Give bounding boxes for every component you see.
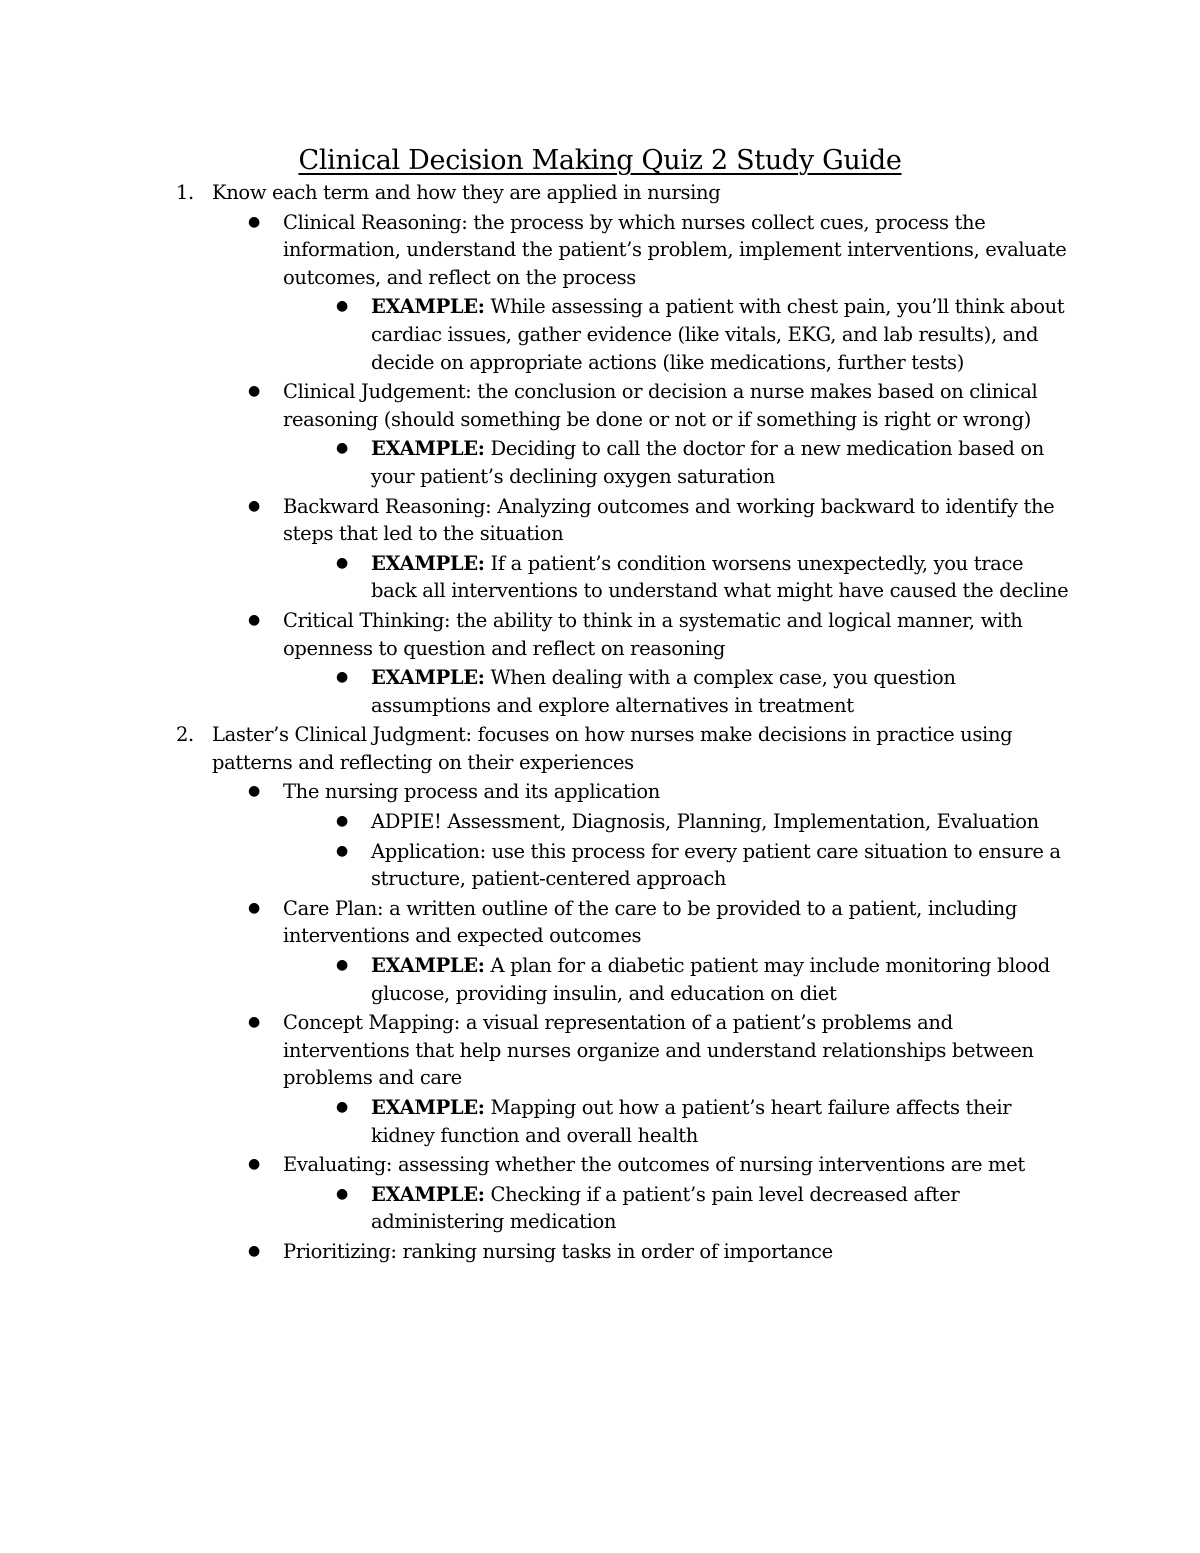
sub-bullet-text: Application: use this process for every patient care situation to ensure a structure, patient-centered approach: [371, 839, 1061, 891]
example-text: If a patient’s condition worsens unexpectedly, you trace back all interventions to understand what might have caused the decline: [371, 551, 1069, 603]
sub-bullet-item: [0, 808, 1071, 836]
example-text: Mapping out how a patient’s heart failure affects their kidney function and overall health: [371, 1096, 1012, 1147]
sub-bullet-item: [0, 1094, 1071, 1149]
bullet-icon: ●: [248, 383, 260, 400]
study-guide-content: [0, 179, 1200, 1266]
bullet-icon: ●: [248, 611, 260, 628]
bullet-text: Care Plan: a written outline of the care to be provided to a patient, including interventions and expected outcomes: [283, 896, 1017, 948]
bullet-icon: ●: [336, 298, 348, 315]
bullet-icon: ●: [336, 813, 348, 830]
bullet-icon: ●: [336, 669, 348, 686]
item-number: 1.: [176, 181, 194, 204]
sub-bullet-item: [0, 838, 1071, 893]
item-text: Know each term and how they are applied in nursing: [212, 181, 721, 204]
bullet-text: Critical Thinking: the ability to think in a systematic and logical manner, with openness to question and reflect on reasoning: [283, 608, 1023, 660]
numbered-item: [0, 179, 1072, 207]
bullet-text: Concept Mapping: a visual representation of a patient’s problems and interventions that help nurses organize and understand relationships between problems and care: [283, 1011, 1034, 1090]
bullet-text: The nursing process and its application: [283, 780, 660, 804]
sub-bullet-item: [0, 664, 1071, 719]
example-label: EXAMPLE:: [371, 551, 485, 575]
bullet-icon: ●: [248, 1014, 260, 1031]
sub-bullet-item: [0, 550, 1071, 605]
bullet-icon: ●: [336, 1099, 348, 1115]
example-label: EXAMPLE:: [371, 1096, 485, 1119]
bullet-icon: ●: [248, 1156, 260, 1173]
item-number: 2.: [176, 723, 194, 747]
example-label: EXAMPLE:: [371, 954, 485, 978]
example-text: A plan for a diabetic patient may include monitoring blood glucose, providing insulin, and education on diet: [371, 954, 1050, 1005]
bullet-icon: ●: [248, 213, 260, 230]
bullet-item: [0, 1009, 1073, 1092]
example-label: EXAMPLE:: [371, 666, 485, 690]
example-text: Deciding to call the doctor for a new medication based on your patient’s declining oxygen saturation: [371, 437, 1045, 488]
bullet-icon: ●: [336, 1185, 348, 1202]
sub-bullet-item: [0, 1181, 1071, 1236]
bullet-item: [0, 895, 1073, 950]
bullet-item: [0, 493, 1073, 548]
bullet-text: Clinical Judgement: the conclusion or decision a nurse makes based on clinical reasoning (should something be done or not or if something is right or wrong): [283, 380, 1038, 431]
bullet-icon: ●: [336, 957, 348, 974]
bullet-item: [0, 778, 1073, 806]
page-title: Clinical Decision Making Quiz 2 Study Guide: [298, 145, 902, 176]
example-label: EXAMPLE:: [371, 437, 485, 461]
bullet-icon: ●: [248, 497, 260, 514]
bullet-item: [0, 1238, 1073, 1266]
bullet-item: [0, 378, 1073, 433]
bullet-icon: ●: [336, 440, 348, 457]
bullet-item: [0, 1151, 1073, 1179]
example-text: Checking if a patient’s pain level decreased after administering medication: [371, 1182, 960, 1234]
example-label: EXAMPLE:: [371, 295, 485, 319]
bullet-text: Prioritizing: ranking nursing tasks in order of importance: [283, 1239, 833, 1263]
sub-bullet-item: [0, 293, 1071, 376]
sub-bullet-item: [0, 952, 1071, 1007]
bullet-text: Backward Reasoning: Analyzing outcomes and working backward to identify the steps that led to the situation: [283, 494, 1055, 546]
bullet-item: [0, 209, 1073, 292]
bullet-icon: ●: [336, 842, 348, 859]
numbered-item: [0, 721, 1072, 776]
bullet-icon: ●: [248, 783, 260, 800]
bullet-text: Clinical Reasoning: the process by which nurses collect cues, process the information, understand the patient’s problem, implement interventions, evaluate outcomes, and reflect on the process: [283, 210, 1067, 289]
example-label: EXAMPLE:: [371, 1182, 485, 1206]
bullet-icon: ●: [248, 899, 260, 916]
sub-bullet-text: ADPIE! Assessment, Diagnosis, Planning, Implementation, Evaluation: [371, 810, 1039, 834]
bullet-text: Evaluating: assessing whether the outcomes of nursing interventions are met: [283, 1153, 1025, 1177]
bullet-icon: ●: [248, 1242, 260, 1259]
example-text: While assessing a patient with chest pain, you’ll think about cardiac issues, gather evidence (like vitals, EKG, and lab results), and decide on appropriate actions (like medications, further tests): [371, 295, 1065, 374]
item-text: Laster’s Clinical Judgment: focuses on how nurses make decisions in practice using patterns and reflecting on their experiences: [212, 723, 1013, 774]
bullet-icon: ●: [336, 554, 348, 571]
example-text: When dealing with a complex case, you question assumptions and explore alternatives in treatment: [371, 666, 956, 717]
sub-bullet-item: [0, 435, 1071, 490]
bullet-item: [0, 607, 1073, 662]
